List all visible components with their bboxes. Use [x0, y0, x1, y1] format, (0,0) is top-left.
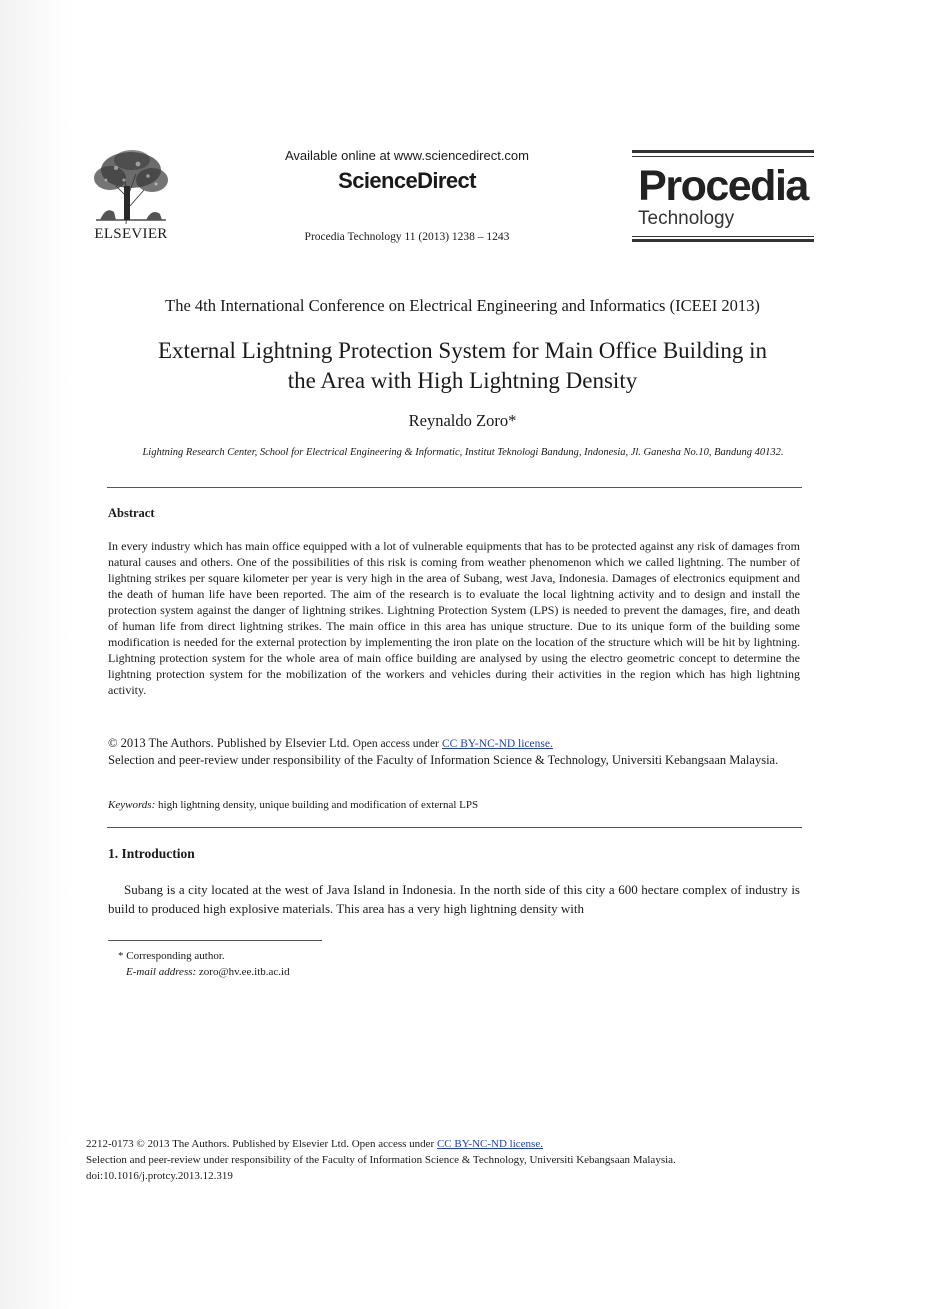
- copyright-text: © 2013 The Authors. Published by Elsevier Ltd.: [108, 736, 350, 750]
- introduction-body: Subang is a city located at the west of Java Island in Indonesia. In the north side of this city a 600 hectare complex of industry is build to produced high explosive materials. This area has a very high lightning density with: [108, 882, 800, 916]
- introduction-heading: 1. Introduction: [108, 846, 195, 861]
- peer-review-text: Selection and peer-review under responsibility of the Faculty of Information Science & Technology, Universiti Kebangsaan Malaysia.: [108, 753, 779, 767]
- abstract-body: In every industry which has main office equipped with a lot of vulnerable equipments that has to be protected against any risk of damages from natural causes and others. One of the possibilities of this risk is coming from weather phenomenon which we called lightning. The number of lightning strikes per square kilometer per year is very high in the area of Subang, west Java, Indonesia. Damages of electronics equipment and the death of human life have been reported. The aim of the research is to evaluate the local lightning activity and to design and install the protection system against the danger of lightning strikes. Lightning Protection System (LPS) is needed to prevent the damages, fire, and death of human life from direct lightning strikes. The main office in this area has unique structure. Due to its unique form of the building some modification is needed for the external protection by implementing the iron plate on the location of the structure which will be hit by lightning. Lightning protection system for the whole area of main office building are analysed by using the electro geometric concept to determine the lightning protection system for the mobilization of the workers and vehicles during their activities in the region which has high lightning activity.: [108, 539, 800, 697]
- procedia-bottom-rule-thin: [632, 236, 814, 237]
- corresponding-author-note: * Corresponding author.: [118, 950, 225, 962]
- available-online-text: Available online at www.sciencedirect.com: [285, 148, 529, 163]
- page-edge-shadow: [0, 0, 72, 1309]
- elsevier-wordmark: ELSEVIER: [94, 226, 168, 242]
- procedia-wordmark: Procedia: [638, 162, 808, 210]
- email-note: [126, 966, 290, 978]
- open-access-text: Open access under: [352, 738, 439, 750]
- footer-copyright: 2212-0173 © 2013 The Authors. Published by Elsevier Ltd. Open access under: [86, 1138, 435, 1150]
- elsevier-tree-logo: [86, 146, 176, 226]
- footnote-rule: [108, 940, 322, 941]
- article-title-line-2: the Area with High Lightning Density: [287, 368, 638, 393]
- procedia-top-rule: [632, 150, 814, 153]
- article-title-line-1: External Lightning Protection System for Main Office Building in: [158, 338, 767, 363]
- rule-above-abstract: [107, 487, 802, 488]
- footer-doi[interactable]: doi:10.1016/j.protcy.2013.12.319: [86, 1170, 233, 1182]
- procedia-top-rule-thin: [632, 156, 814, 157]
- article-title: [90, 336, 835, 396]
- abstract-heading: Abstract: [108, 506, 155, 520]
- keywords-label: Keywords:: [108, 799, 156, 811]
- author-affiliation: Lightning Research Center, School for Electrical Engineering & Informatic, Institut Teknologi Bandung, Indonesia, Jl. Ganesha No.10, Bandung 40132.: [142, 447, 784, 458]
- footer-license-link[interactable]: CC BY-NC-ND license.: [436, 1138, 543, 1150]
- footer-line-1: [86, 1136, 826, 1152]
- journal-citation: Procedia Technology 11 (2013) 1238 – 1243: [304, 231, 510, 243]
- conference-name: The 4th International Conference on Electrical Engineering and Informatics (ICEEI 2013): [165, 296, 760, 315]
- footer-peer-review: Selection and peer-review under responsibility of the Faculty of Information Science & Technology, Universiti Kebangsaan Malaysia.: [86, 1154, 676, 1166]
- license-link[interactable]: CC BY-NC-ND license.: [442, 738, 553, 750]
- copyright-block: [108, 735, 800, 768]
- rule-below-abstract: [107, 827, 802, 828]
- procedia-logo: [632, 150, 814, 242]
- email-label: E-mail address:: [126, 966, 197, 978]
- keywords-line: [108, 799, 478, 811]
- email-address[interactable]: zoro@hv.ee.itb.ac.id: [198, 966, 290, 978]
- page-footer: [86, 1136, 826, 1184]
- procedia-bottom-rule: [632, 239, 814, 242]
- technology-wordmark: Technology: [638, 208, 735, 229]
- sciencedirect-logo: ScienceDirect: [338, 168, 476, 193]
- author-name: Reynaldo Zoro*: [408, 411, 517, 430]
- keywords-text: high lightning density, unique building and modification of external LPS: [158, 799, 479, 811]
